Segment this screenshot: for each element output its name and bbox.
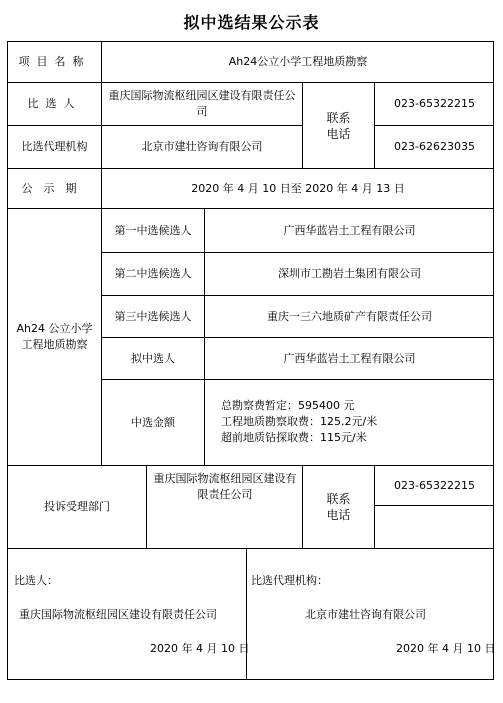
sign-selector-date: 2020 年 4 月 10 日: [150, 642, 250, 655]
section-project-label: Ah24 公立小学工程地质勘察: [16, 322, 93, 351]
winner-label: 拟中选人: [131, 351, 175, 365]
amount-total: 总勘察费暂定：595400 元: [221, 399, 355, 412]
candidate-3-value: 重庆一三六地质矿产有限责任公司: [267, 309, 432, 323]
row-divider: [7, 548, 494, 549]
col-divider: [246, 548, 247, 680]
agency-phone: 023-62623035: [394, 140, 475, 153]
candidate-3-label: 第三中选候选人: [114, 309, 192, 323]
candidate-1-value: 广西华蓝岩土工程有限公司: [283, 223, 416, 237]
amount-survey-fee: 工程地质勘察取费：125.2元/米: [221, 415, 378, 428]
agency-label: 比选代理机构: [21, 140, 88, 153]
selector-value: 重庆国际物流枢纽园区建设有限责任公司: [108, 89, 296, 118]
sign-agency-name: 北京市建壮咨询有限公司: [305, 608, 426, 621]
complaint-dept-value: 重庆国际物流枢纽园区建设有限责任公司: [153, 472, 297, 501]
col-divider: [146, 465, 147, 548]
period-value: 2020 年 4 月 10 日至 2020 年 4 月 13 日: [191, 181, 405, 195]
project-name-value: Ah24公立小学工程地质勘察: [228, 55, 368, 68]
agency-value: 北京市建壮咨询有限公司: [141, 140, 263, 153]
sign-agency-date: 2020 年 4 月 10 日: [396, 642, 496, 655]
page-title: 拟中选结果公示表: [183, 13, 320, 32]
amount-details: [221, 398, 377, 446]
sign-agency-label: 比选代理机构：: [251, 574, 328, 587]
period-label: 公示期: [21, 181, 88, 195]
row-divider: [374, 505, 494, 506]
amount-drilling-fee: 超前地质钻探取费：115元/米: [221, 431, 367, 444]
selector-phone: 023-65322215: [394, 97, 475, 110]
sign-selector-label: 比选人：: [14, 574, 58, 587]
complaint-contact-label: 联系 电话: [326, 492, 351, 522]
candidate-2-label: 第二中选候选人: [114, 267, 192, 280]
winner-value: 广西华蓝岩土工程有限公司: [283, 351, 416, 365]
complaint-phone: 023-65322215: [394, 478, 475, 492]
candidate-1-label: 第一中选候选人: [114, 223, 192, 237]
selector-label: 比选人: [27, 97, 82, 110]
contact-phone-label: 联系 电话: [326, 110, 351, 141]
complaint-label: 投诉受理部门: [44, 500, 110, 513]
sign-selector-name: 重庆国际物流枢纽园区建设有限责任公司: [19, 608, 217, 621]
amount-label: 中选金额: [131, 415, 175, 429]
project-name-label: 项目名称: [18, 55, 91, 68]
candidate-2-value: 深圳市工勘岩土集团有限公司: [278, 267, 421, 280]
